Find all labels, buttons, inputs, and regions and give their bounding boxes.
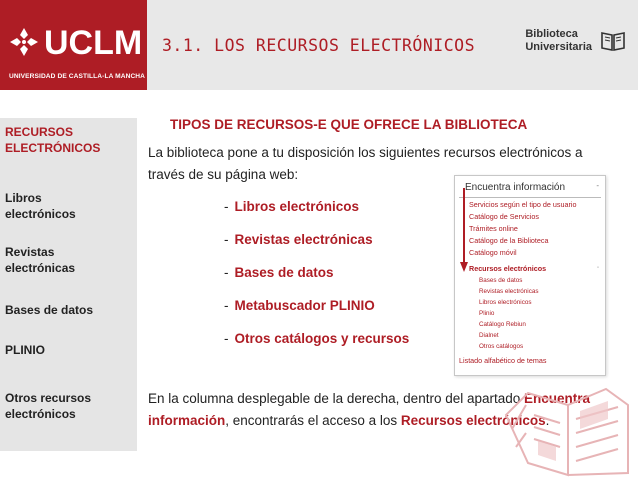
menu-subitem: Libros electrónicos	[479, 299, 532, 306]
bullet-dash: -	[224, 232, 229, 247]
logo-text: UCLM	[44, 24, 143, 62]
menu-header	[459, 180, 601, 198]
menu-header-label: Encuentra información	[465, 182, 566, 193]
sidebar-item-recursos-electronicos[interactable]	[5, 124, 100, 156]
list-item	[224, 328, 409, 361]
menu-subitem: Dialnet	[479, 332, 499, 339]
list-item-label: Otros catálogos y recursos	[234, 331, 410, 346]
menu-subitem: Otros catálogos	[479, 343, 524, 350]
menu-subitem: Bases de datos	[479, 277, 523, 284]
menu-item: Trámites online	[469, 224, 518, 233]
resource-list	[224, 196, 409, 361]
sidebar-item-revistas[interactable]	[5, 244, 75, 276]
list-item-label: Revistas electrónicas	[234, 232, 373, 247]
bullet-dash: -	[224, 199, 229, 214]
sidebar-item-otros-recursos[interactable]	[5, 390, 91, 422]
library-label	[525, 28, 592, 54]
page-title: 3.1. LOS RECURSOS ELECTRÓNICOS	[162, 36, 476, 55]
sidebar-item-libros[interactable]	[5, 190, 76, 222]
list-item	[224, 295, 409, 328]
menu-item-recursos-electronicos	[469, 264, 599, 273]
outro-text: En la columna desplegable de la derecha, dentro del apartado	[148, 391, 525, 406]
bullet-dash: -	[224, 265, 229, 280]
library-brand	[525, 28, 626, 54]
library-label-line2: Universitaria	[525, 41, 592, 53]
header-bar	[147, 0, 638, 90]
sidebar-item-label: ELECTRÓNICOS	[5, 141, 101, 155]
bullet-dash: -	[224, 298, 229, 313]
outro-text: , encontrarás el acceso a los	[225, 413, 401, 428]
menu-subitem: Catálogo Rebiun	[479, 321, 526, 328]
outro-text: .	[545, 413, 550, 428]
menu-item: Servicios según el tipo de usuario	[469, 200, 577, 209]
logo-subtitle: UNIVERSIDAD DE CASTILLA-LA MANCHA	[9, 73, 146, 80]
list-item	[224, 196, 409, 229]
uclm-logo	[0, 0, 147, 90]
menu-subitem: Revistas electrónicas	[479, 288, 539, 295]
list-item-label: Bases de datos	[234, 265, 334, 280]
cross-emblem-icon	[9, 27, 39, 57]
library-label-line1: Biblioteca	[525, 28, 578, 40]
section-title: TIPOS DE RECURSOS-E QUE OFRECE LA BIBLIOTECA	[170, 117, 528, 132]
sidebar-item-label: electrónicas	[5, 261, 76, 275]
menu-item: Catálogo móvil	[469, 248, 517, 257]
menu-item: Listado alfabético de temas	[459, 356, 547, 365]
menu-subitem: Plinio	[479, 310, 495, 317]
list-item-label: Metabuscador PLINIO	[234, 298, 375, 313]
collapse-icon: -	[597, 265, 599, 271]
decorative-book-sketch	[498, 375, 633, 479]
sidebar-item-label: electrónicos	[5, 407, 76, 421]
list-item	[224, 229, 409, 262]
menu-screenshot	[454, 175, 606, 376]
book-icon	[600, 30, 626, 52]
sidebar-item-label: Libros	[5, 191, 42, 205]
sidebar	[0, 118, 137, 451]
sidebar-item-label: RECURSOS	[5, 125, 74, 139]
menu-item: Catálogo de Servicios	[469, 212, 539, 221]
menu-item: Catálogo de la Biblioteca	[469, 236, 549, 245]
intro-paragraph: La biblioteca pone a tu disposición los siguientes recursos electrónicos a través de su página web:	[148, 145, 583, 182]
list-item	[224, 262, 409, 295]
menu-collapse-icon: -	[596, 181, 599, 190]
sidebar-item-plinio[interactable]	[5, 342, 45, 358]
menu-item-label: Recursos electrónicos	[469, 264, 547, 273]
sidebar-item-label: electrónicos	[5, 207, 76, 221]
sidebar-item-label: Bases de datos	[5, 303, 94, 317]
outro-highlight: Recursos electrónicos	[400, 413, 546, 428]
outro-highlight: Encuentra información	[148, 391, 591, 428]
sidebar-item-bases-de-datos[interactable]	[5, 302, 93, 318]
sidebar-item-label: Otros recursos	[5, 391, 92, 405]
bullet-dash: -	[224, 331, 229, 346]
sidebar-item-label: Revistas	[5, 245, 55, 259]
sidebar-item-label: PLINIO	[5, 343, 46, 357]
list-item-label: Libros electrónicos	[234, 199, 360, 214]
arrow-down-icon	[459, 188, 469, 274]
